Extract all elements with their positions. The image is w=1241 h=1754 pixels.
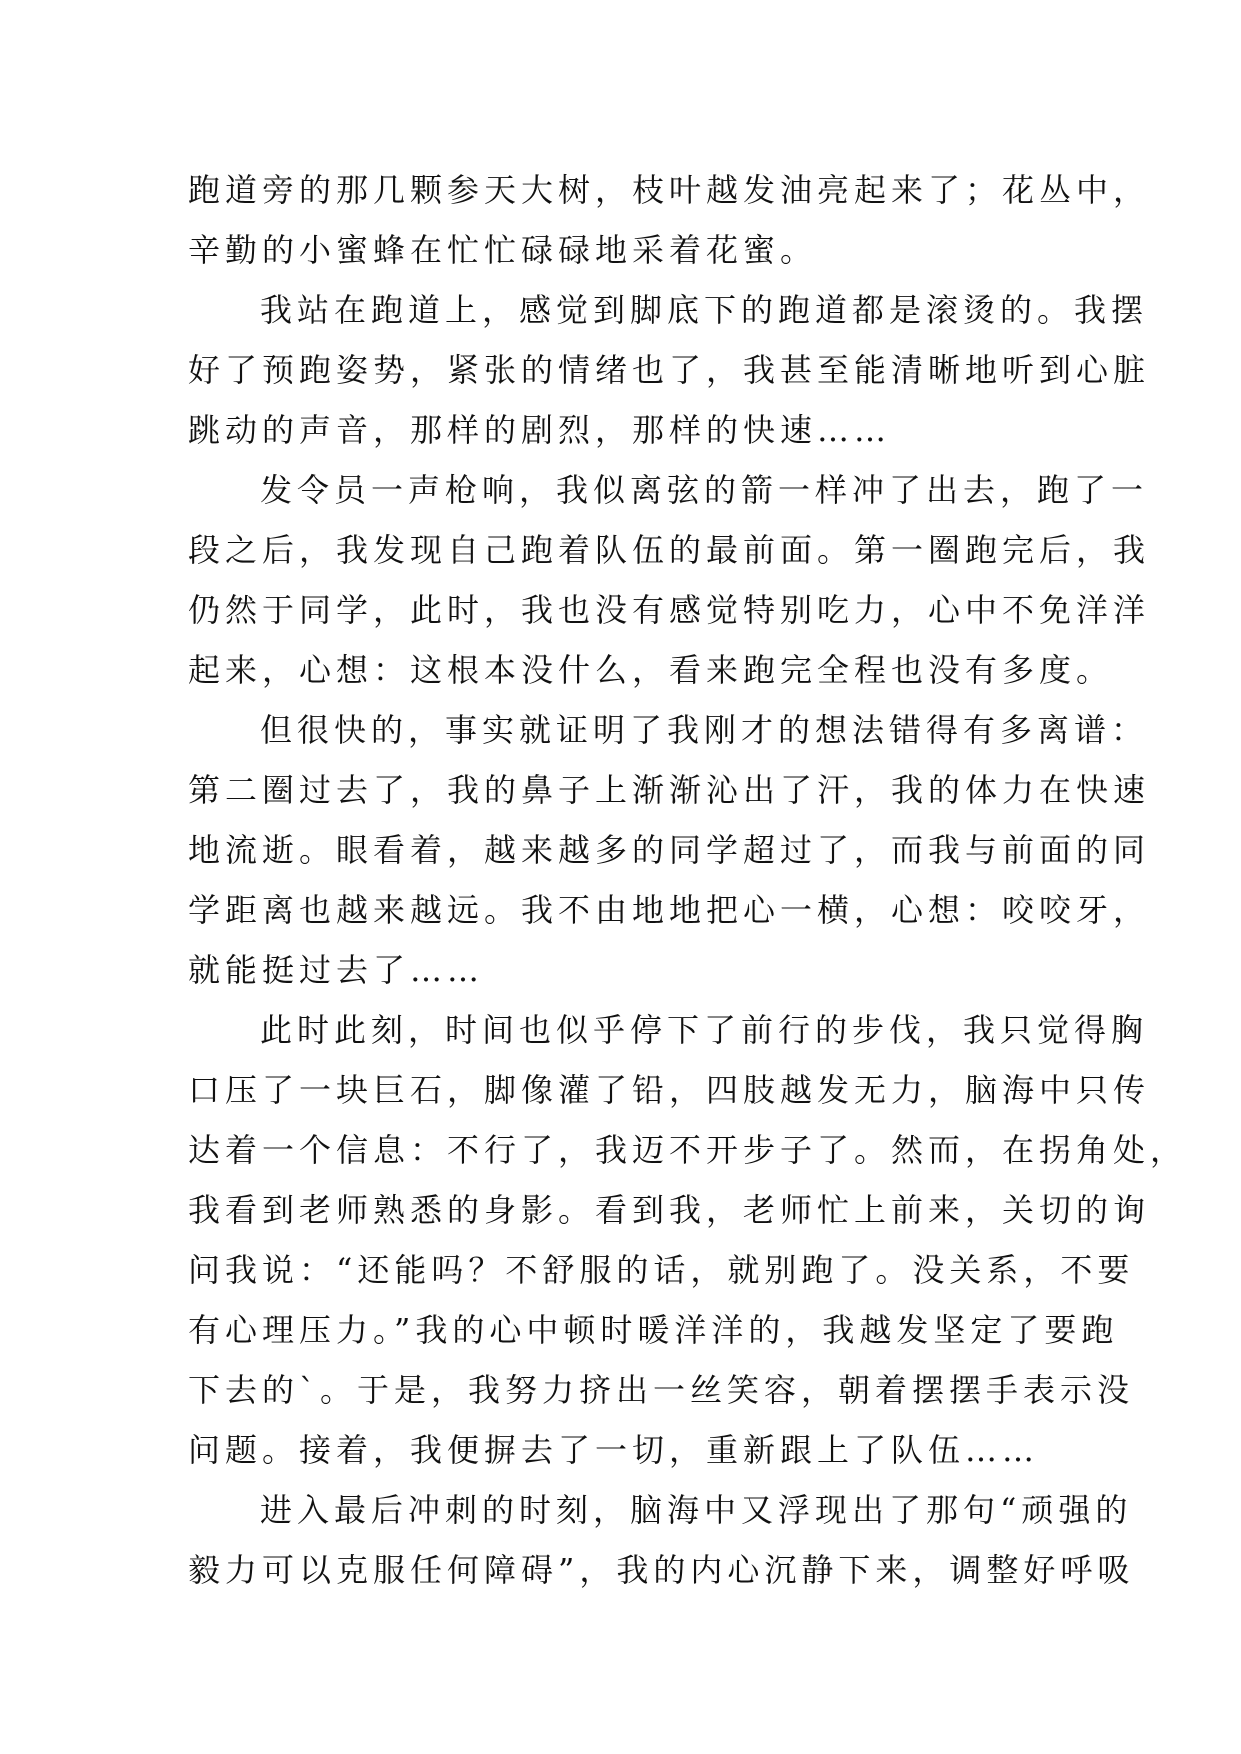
paragraph-start-line: 此时此刻，时间也似乎停下了前行的步伐，我只觉得胸 bbox=[260, 1011, 1149, 1049]
paragraph-start-line: 发令员一声枪响，我似离弦的箭一样冲了出去，跑了一 bbox=[260, 471, 1149, 509]
text-line: 跳动的声音，那样的剧烈，那样的快速…… bbox=[188, 411, 892, 449]
text-line: 毅力可以克服任何障碍”，我的内心沉静下来，调整好呼吸 bbox=[188, 1551, 1135, 1589]
text-line: 口压了一块巨石，脚像灌了铅，四肢越发无力，脑海中只传 bbox=[188, 1071, 1151, 1109]
text-line: 就能挺过去了…… bbox=[188, 951, 485, 989]
text-line: 我看到老师熟悉的身影。看到我，老师忙上前来，关切的询 bbox=[188, 1191, 1151, 1229]
text-line: 起来，心想：这根本没什么，看来跑完全程也没有多度。 bbox=[188, 651, 1114, 689]
text-line: 达着一个信息：不行了，我迈不开步子了。然而，在拐角处， bbox=[188, 1131, 1188, 1169]
paragraph-start-line: 我站在跑道上，感觉到脚底下的跑道都是滚烫的。我摆 bbox=[260, 291, 1149, 329]
text-line: 第二圈过去了，我的鼻子上渐渐沁出了汗，我的体力在快速 bbox=[188, 771, 1151, 809]
text-line: 学距离也越来越远。我不由地地把心一横，心想：咬咬牙， bbox=[188, 891, 1151, 929]
paragraph-start-line: 但很快的，事实就证明了我刚才的想法错得有多离谱： bbox=[260, 711, 1149, 749]
text-line: 问题。接着，我便摒去了一切，重新跟上了队伍…… bbox=[188, 1431, 1040, 1469]
body-text bbox=[188, 160, 1188, 1600]
text-line: 段之后，我发现自己跑着队伍的最前面。第一圈跑完后，我 bbox=[188, 531, 1151, 569]
text-line: 辛勤的小蜜蜂在忙忙碌碌地采着花蜜。 bbox=[188, 231, 818, 269]
text-line: 问我说：“还能吗？不舒服的话，就别跑了。没关系，不要 bbox=[188, 1251, 1135, 1289]
text-line: 跑道旁的那几颗参天大树，枝叶越发油亮起来了；花丛中， bbox=[188, 171, 1151, 209]
text-line: 地流逝。眼看着，越来越多的同学超过了，而我与前面的同 bbox=[188, 831, 1151, 869]
text-line: 有心理压力。”我的心中顿时暖洋洋的，我越发坚定了要跑 bbox=[188, 1311, 1119, 1349]
text-line: 下去的`。于是，我努力挤出一丝笑容，朝着摆摆手表示没 bbox=[188, 1371, 1135, 1409]
paragraph-start-line: 进入最后冲刺的时刻，脑海中又浮现出了那句“顽强的 bbox=[260, 1491, 1133, 1529]
text-line: 好了预跑姿势，紧张的情绪也了，我甚至能清晰地听到心脏 bbox=[188, 351, 1151, 389]
text-line: 仍然于同学，此时，我也没有感觉特别吃力，心中不免洋洋 bbox=[188, 591, 1151, 629]
